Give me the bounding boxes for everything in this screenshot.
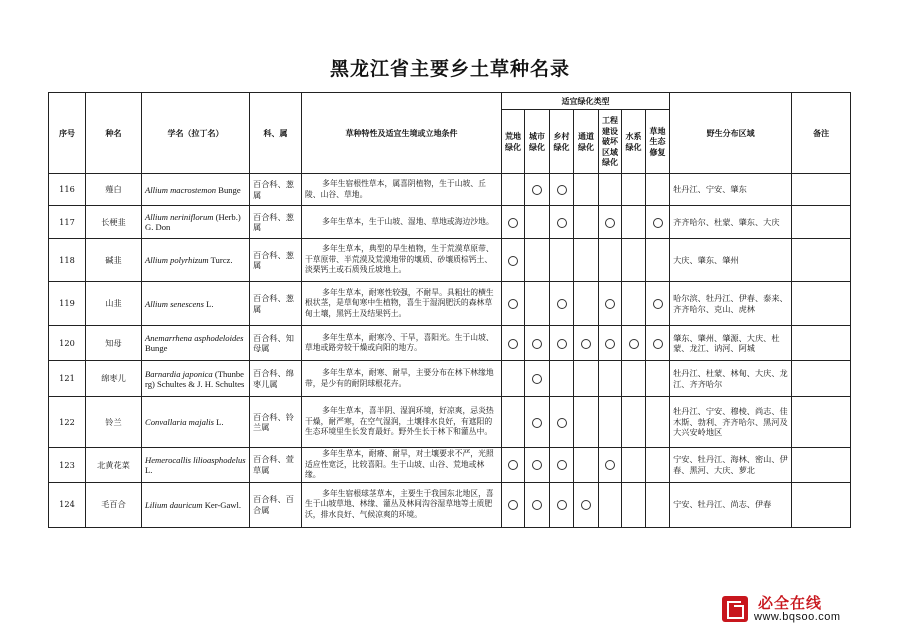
circle-mark-icon [508,218,518,228]
cell-greening-type-3 [574,361,599,397]
header-distribution: 野生分布区域 [670,93,792,174]
header-type-water: 水系绿化 [622,110,646,174]
cell-latin-name [142,482,250,527]
circle-mark-icon [581,339,591,349]
circle-mark-icon [629,339,639,349]
table-row [49,206,851,239]
cell-greening-type-0 [502,361,525,397]
cell-distribution: 宁安、牡丹江、尚志、伊春 [670,482,792,527]
watermark [722,592,842,628]
cell-no: 119 [49,282,86,326]
cell-distribution: 牡丹江、杜蒙、林甸、大庆、龙江、齐齐哈尔 [670,361,792,397]
latin-genus-species: Anemarrhena asphodeloides [145,333,244,343]
header-type-grassland: 草地生态修复 [646,110,670,174]
cell-family-genus: 百合科、萱草属 [250,448,302,483]
latin-author: L. [145,464,153,475]
cell-no: 120 [49,326,86,361]
cell-greening-type-5 [622,206,646,239]
latin-author: Ker-Gawl. [204,499,242,510]
cell-traits: 多年生草本，耐瘠、耐旱，对土壤要求不严，光照适应性宽泛，比较喜阳。生于山坡、山谷、荒地或林缘。 [302,448,502,483]
circle-mark-icon [605,299,615,309]
table-row [49,482,851,527]
cell-greening-type-0 [502,239,525,282]
cell-latin-name [142,206,250,239]
header-species: 种名 [86,93,142,174]
cell-greening-type-4 [599,482,622,527]
cell-greening-type-6 [646,239,670,282]
circle-mark-icon [508,299,518,309]
cell-greening-type-4 [599,448,622,483]
cell-family-genus: 百合科、绵枣儿属 [250,361,302,397]
cell-greening-type-5 [622,282,646,326]
latin-genus-species: Hemerocallis lilioasphodelus [145,454,246,465]
cell-greening-type-1 [525,239,550,282]
cell-greening-type-1 [525,482,550,527]
cell-species-name: 薤白 [86,174,142,206]
circle-mark-icon [557,218,567,228]
cell-distribution: 牡丹江、宁安、肇东 [670,174,792,206]
cell-distribution: 肇东、肇州、肇源、大庆、杜蒙、龙江、讷河、阿城 [670,326,792,361]
circle-mark-icon [605,460,615,470]
cell-greening-type-0 [502,482,525,527]
table-row [49,448,851,483]
cell-species-name: 知母 [86,326,142,361]
cell-distribution: 齐齐哈尔、杜蒙、肇东、大庆 [670,206,792,239]
cell-greening-type-6 [646,206,670,239]
header-type-engineering: 工程建设破坏区域绿化 [599,110,622,174]
cell-greening-type-0 [502,206,525,239]
cell-greening-type-3 [574,448,599,483]
cell-family-genus: 百合科、葱属 [250,206,302,239]
cell-greening-type-2 [550,239,574,282]
latin-author: L. [216,417,224,427]
cell-greening-type-3 [574,326,599,361]
circle-mark-icon [532,185,542,195]
cell-greening-type-0 [502,282,525,326]
cell-distribution: 大庆、肇东、肇州 [670,239,792,282]
watermark-name: 必全在线 [758,594,823,612]
cell-greening-type-6 [646,326,670,361]
cell-greening-type-4 [599,206,622,239]
cell-no: 116 [49,174,86,206]
cell-family-genus: 百合科、葱属 [250,282,302,326]
cell-greening-type-2 [550,282,574,326]
cell-greening-type-5 [622,448,646,483]
circle-mark-icon [532,374,542,384]
cell-latin-name [142,361,250,397]
cell-remark [792,174,851,206]
cell-greening-type-1 [525,448,550,483]
circle-mark-icon [557,418,567,428]
cell-distribution: 牡丹江、宁安、穆棱、尚志、佳木斯、勃利、齐齐哈尔、黑河及大兴安岭地区 [670,397,792,448]
cell-greening-type-6 [646,482,670,527]
latin-author: (Thunberg) Schultes & J. H. Schultes [145,368,245,389]
table-body [49,174,851,528]
cell-greening-type-5 [622,174,646,206]
cell-greening-type-3 [574,397,599,448]
cell-traits: 多年生宿根球茎草本，主要生于我国东北地区，喜生于山坡草地、林缘、灌丛及林间沟谷湿草地等土质肥沃，排水良好、气候凉爽的环境。 [302,482,502,527]
cell-latin-name [142,174,250,206]
cell-no: 121 [49,361,86,397]
cell-greening-type-4 [599,174,622,206]
circle-mark-icon [508,500,518,510]
header-traits: 草种特性及适宜生境或立地条件 [302,93,502,174]
header-greening-group: 适宜绿化类型 [502,93,670,110]
latin-genus-species: Allium senescens [145,298,204,309]
cell-latin-name [142,448,250,483]
latin-author: Turcz. [210,255,233,265]
latin-genus-species: Allium polyrhizum [145,255,209,265]
cell-greening-type-6 [646,397,670,448]
cell-remark [792,206,851,239]
cell-species-name: 山韭 [86,282,142,326]
cell-family-genus: 百合科、百合属 [250,482,302,527]
cell-no: 117 [49,206,86,239]
cell-latin-name [142,239,250,282]
cell-traits: 多年生草本，耐寒、耐旱，主要分布在林下林缘地带，是少有的耐阴球根花卉。 [302,361,502,397]
cell-greening-type-0 [502,174,525,206]
cell-greening-type-4 [599,361,622,397]
cell-greening-type-6 [646,361,670,397]
circle-mark-icon [532,418,542,428]
circle-mark-icon [532,500,542,510]
table-row [49,282,851,326]
circle-mark-icon [557,339,567,349]
cell-greening-type-3 [574,206,599,239]
cell-remark [792,448,851,483]
latin-genus-species: Convallaria majalis [145,417,214,427]
table-row [49,326,851,361]
cell-greening-type-2 [550,206,574,239]
table-row [49,397,851,448]
cell-greening-type-3 [574,174,599,206]
cell-greening-type-0 [502,397,525,448]
header-family: 科、属 [250,93,302,174]
cell-greening-type-3 [574,482,599,527]
cell-greening-type-2 [550,326,574,361]
cell-species-name: 北黄花菜 [86,448,142,483]
cell-traits: 多年生草本，典型的旱生植物，生于荒漠草原带、干草原带、半荒漠及荒漠地带的壤质、砂壤质棕钙土、淡栗钙土或石质残丘坡地上。 [302,239,502,282]
cell-greening-type-3 [574,282,599,326]
circle-mark-icon [508,256,518,266]
circle-mark-icon [605,218,615,228]
header-remark: 备注 [792,93,851,174]
cell-family-genus: 百合科、铃兰属 [250,397,302,448]
cell-traits: 多年生草本，生于山坡、湿地、草地或海边沙地。 [302,206,502,239]
cell-no: 122 [49,397,86,448]
cell-remark [792,482,851,527]
cell-greening-type-5 [622,482,646,527]
cell-greening-type-0 [502,326,525,361]
cell-traits: 多年生草本，耐寒冷、干旱，喜阳光。生于山坡、草地或路旁较干燥或向阳的地方。 [302,326,502,361]
circle-mark-icon [557,185,567,195]
cell-greening-type-1 [525,174,550,206]
cell-greening-type-2 [550,174,574,206]
cell-traits: 多年生宿根性草本，属喜阴植物，生于山坡、丘陵、山谷、草地。 [302,174,502,206]
cell-latin-name [142,282,250,326]
cell-greening-type-5 [622,239,646,282]
watermark-url: www.bqsoo.com [754,611,841,623]
cell-family-genus: 百合科、葱属 [250,174,302,206]
cell-greening-type-1 [525,326,550,361]
table-row [49,361,851,397]
header-type-corridor: 通道绿化 [574,110,599,174]
header-type-rural: 乡村绿化 [550,110,574,174]
latin-genus-species: Barnardia japonica [145,368,213,379]
cell-remark [792,239,851,282]
cell-family-genus: 百合科、知母属 [250,326,302,361]
cell-no: 123 [49,448,86,483]
cell-remark [792,282,851,326]
circle-mark-icon [653,299,663,309]
cell-greening-type-2 [550,397,574,448]
latin-author: Bunge [218,184,241,195]
circle-mark-icon [508,460,518,470]
cell-remark [792,397,851,448]
circle-mark-icon [532,460,542,470]
header-type-urban: 城市绿化 [525,110,550,174]
circle-mark-icon [581,500,591,510]
cell-no: 124 [49,482,86,527]
cell-greening-type-5 [622,397,646,448]
cell-traits: 多年生草本，耐寒性较强，不耐旱。具粗壮的横生根状茎，是草甸寒中生植物，喜生于湿润肥沃的森林草甸土壤，黑钙土及结果钙土。 [302,282,502,326]
cell-distribution: 宁安、牡丹江、海林、密山、伊春、黑河、大庆、萝北 [670,448,792,483]
latin-genus-species: Lilium dauricum [145,499,203,510]
cell-species-name: 铃兰 [86,397,142,448]
cell-species-name: 长梗韭 [86,206,142,239]
cell-greening-type-4 [599,397,622,448]
circle-mark-icon [508,339,518,349]
cell-greening-type-0 [502,448,525,483]
cell-greening-type-5 [622,361,646,397]
cell-greening-type-1 [525,206,550,239]
cell-greening-type-1 [525,282,550,326]
cell-greening-type-1 [525,397,550,448]
circle-mark-icon [532,339,542,349]
cell-remark [792,361,851,397]
cell-greening-type-2 [550,482,574,527]
circle-mark-icon [557,460,567,470]
cell-greening-type-6 [646,282,670,326]
cell-greening-type-2 [550,448,574,483]
header-type-wasteland: 荒地绿化 [502,110,525,174]
table-row [49,174,851,206]
header-no: 序号 [49,93,86,174]
latin-genus-species: Allium neriniflorum [145,212,214,222]
cell-greening-type-6 [646,174,670,206]
cell-greening-type-4 [599,326,622,361]
cell-greening-type-4 [599,239,622,282]
cell-remark [792,326,851,361]
table-row [49,239,851,282]
circle-mark-icon [557,299,567,309]
cell-traits: 多年生草本，喜半阴、湿润环境，好凉爽，忌炎热干燥，耐严寒，在空气湿润，土壤排水良好，有遮阳的生态环境里生长发育最好。野外生长于林下和灌丛中。 [302,397,502,448]
species-table [48,92,851,528]
cell-latin-name [142,397,250,448]
cell-species-name: 毛百合 [86,482,142,527]
cell-greening-type-3 [574,239,599,282]
latin-author: (Herb.) G. Don [145,212,241,232]
circle-mark-icon [653,339,663,349]
cell-distribution: 哈尔滨、牡丹江、伊春、泰来、齐齐哈尔、克山、虎林 [670,282,792,326]
watermark-logo-icon [722,596,748,622]
circle-mark-icon [605,339,615,349]
latin-author: Bunge [145,343,168,353]
page-title: 黑龙江省主要乡土草种名录 [329,58,570,80]
cell-species-name: 碱韭 [86,239,142,282]
circle-mark-icon [557,500,567,510]
circle-mark-icon [653,218,663,228]
cell-species-name: 绵枣儿 [86,361,142,397]
latin-author: L. [206,298,214,309]
cell-greening-type-2 [550,361,574,397]
cell-latin-name [142,326,250,361]
cell-greening-type-1 [525,361,550,397]
cell-greening-type-6 [646,448,670,483]
cell-greening-type-5 [622,326,646,361]
latin-genus-species: Allium macrostemon [145,184,217,195]
header-latin: 学名（拉丁名） [142,93,250,174]
cell-no: 118 [49,239,86,282]
cell-family-genus: 百合科、葱属 [250,239,302,282]
cell-greening-type-4 [599,282,622,326]
